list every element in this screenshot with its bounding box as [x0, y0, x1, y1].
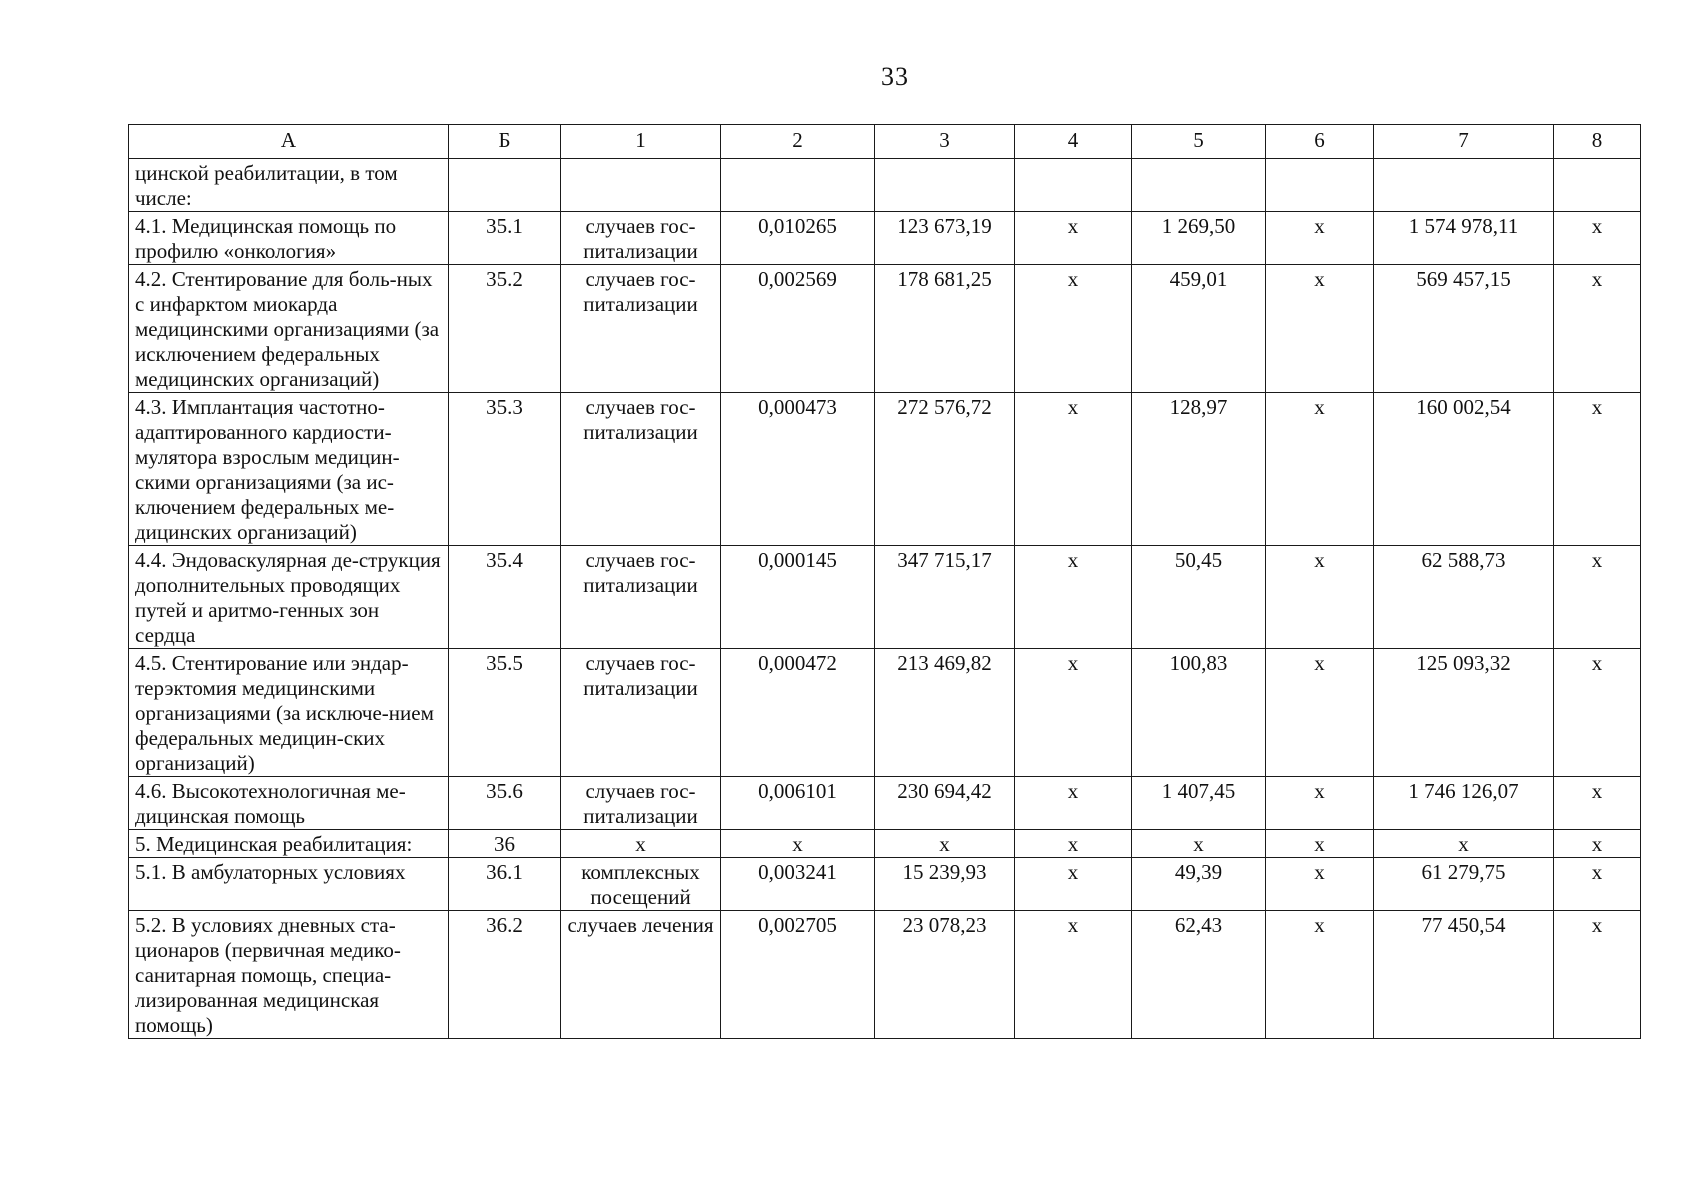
- value-cell: 50,45: [1132, 546, 1266, 649]
- header-cell: 7: [1374, 125, 1554, 159]
- table-row: [129, 159, 1641, 212]
- row-label: 4.6. Высокотехнологичная ме-дицинская помощь: [129, 777, 449, 830]
- header-cell: 2: [721, 125, 875, 159]
- row-label: 5.1. В амбулаторных условиях: [129, 858, 449, 911]
- header-cell: 8: [1554, 125, 1641, 159]
- table-row: [129, 858, 1641, 911]
- table-row: [129, 777, 1641, 830]
- value-cell: x: [1266, 265, 1374, 393]
- row-code: 36: [449, 830, 561, 858]
- row-label: 4.5. Стентирование или эндар-терэктомия медицинскими организациями (за исключе-нием федеральных медицин-ских организаций): [129, 649, 449, 777]
- value-cell: 272 576,72: [875, 393, 1015, 546]
- unit-cell: случаев гос-питализации: [561, 777, 721, 830]
- table-row: [129, 212, 1641, 265]
- value-cell: x: [1554, 777, 1641, 830]
- value-cell: [1132, 159, 1266, 212]
- row-label: 4.4. Эндоваскулярная де-струкция дополнительных проводящих путей и аритмо-генных зон сердца: [129, 546, 449, 649]
- value-cell: 0,000473: [721, 393, 875, 546]
- header-cell: 6: [1266, 125, 1374, 159]
- unit-cell: случаев лечения: [561, 911, 721, 1039]
- value-cell: [1374, 159, 1554, 212]
- row-code: 36.1: [449, 858, 561, 911]
- row-code: 36.2: [449, 911, 561, 1039]
- value-cell: x: [1015, 393, 1132, 546]
- value-cell: [1015, 159, 1132, 212]
- value-cell: [875, 159, 1015, 212]
- value-cell: x: [1015, 777, 1132, 830]
- value-cell: x: [1266, 649, 1374, 777]
- value-cell: 1 574 978,11: [1374, 212, 1554, 265]
- value-cell: 23 078,23: [875, 911, 1015, 1039]
- table-row: [129, 546, 1641, 649]
- value-cell: x: [1015, 649, 1132, 777]
- value-cell: 125 093,32: [1374, 649, 1554, 777]
- value-cell: 49,39: [1132, 858, 1266, 911]
- value-cell: x: [1266, 830, 1374, 858]
- value-cell: x: [1554, 830, 1641, 858]
- value-cell: x: [1554, 858, 1641, 911]
- row-code: 35.3: [449, 393, 561, 546]
- unit-cell: случаев гос-питализации: [561, 265, 721, 393]
- value-cell: 0,002705: [721, 911, 875, 1039]
- value-cell: 347 715,17: [875, 546, 1015, 649]
- value-cell: 0,010265: [721, 212, 875, 265]
- row-label: цинской реабилитации, в том числе:: [129, 159, 449, 212]
- value-cell: x: [1015, 265, 1132, 393]
- value-cell: 0,002569: [721, 265, 875, 393]
- value-cell: x: [1132, 830, 1266, 858]
- value-cell: x: [1554, 212, 1641, 265]
- value-cell: 100,83: [1132, 649, 1266, 777]
- table-row: [129, 265, 1641, 393]
- value-cell: 77 450,54: [1374, 911, 1554, 1039]
- value-cell: x: [875, 830, 1015, 858]
- row-label: 4.2. Стентирование для боль-ных с инфарктом миокарда медицинскими организациями (за исключением федеральных медицинских организаций): [129, 265, 449, 393]
- value-cell: 61 279,75: [1374, 858, 1554, 911]
- header-cell: 5: [1132, 125, 1266, 159]
- row-code: 35.4: [449, 546, 561, 649]
- value-cell: x: [1554, 265, 1641, 393]
- value-cell: 160 002,54: [1374, 393, 1554, 546]
- value-cell: 128,97: [1132, 393, 1266, 546]
- page-number: 33: [881, 62, 909, 91]
- value-cell: 0,006101: [721, 777, 875, 830]
- value-cell: x: [1554, 649, 1641, 777]
- value-cell: [721, 159, 875, 212]
- value-cell: 62 588,73: [1374, 546, 1554, 649]
- table-row: [129, 911, 1641, 1039]
- unit-cell: [561, 159, 721, 212]
- value-cell: 213 469,82: [875, 649, 1015, 777]
- value-cell: 0,000472: [721, 649, 875, 777]
- row-label: 4.3. Имплантация частотно-адаптированного кардиости-мулятора взрослым медицин-скими организациями (за ис-ключением федеральных ме-дицинских организаций): [129, 393, 449, 546]
- value-cell: 459,01: [1132, 265, 1266, 393]
- unit-cell: x: [561, 830, 721, 858]
- value-cell: 62,43: [1132, 911, 1266, 1039]
- row-label: 5.2. В условиях дневных ста-ционаров (первичная медико-санитарная помощь, специа-лизированная медицинская помощь): [129, 911, 449, 1039]
- value-cell: x: [1266, 911, 1374, 1039]
- value-cell: 569 457,15: [1374, 265, 1554, 393]
- value-cell: [1554, 159, 1641, 212]
- row-code: 35.1: [449, 212, 561, 265]
- row-label: 4.1. Медицинская помощь по профилю «онкология»: [129, 212, 449, 265]
- unit-cell: комплексных посещений: [561, 858, 721, 911]
- value-cell: 1 746 126,07: [1374, 777, 1554, 830]
- value-cell: x: [1374, 830, 1554, 858]
- row-label: 5. Медицинская реабилитация:: [129, 830, 449, 858]
- row-code: [449, 159, 561, 212]
- table-row: [129, 649, 1641, 777]
- row-code: 35.2: [449, 265, 561, 393]
- value-cell: 1 407,45: [1132, 777, 1266, 830]
- value-cell: 15 239,93: [875, 858, 1015, 911]
- unit-cell: случаев гос-питализации: [561, 649, 721, 777]
- value-cell: 0,000145: [721, 546, 875, 649]
- value-cell: [1266, 159, 1374, 212]
- value-cell: 230 694,42: [875, 777, 1015, 830]
- value-cell: x: [1015, 858, 1132, 911]
- value-cell: 178 681,25: [875, 265, 1015, 393]
- value-cell: x: [1015, 546, 1132, 649]
- value-cell: x: [1554, 546, 1641, 649]
- value-cell: x: [1015, 911, 1132, 1039]
- unit-cell: случаев гос-питализации: [561, 393, 721, 546]
- value-cell: 1 269,50: [1132, 212, 1266, 265]
- table-row: [129, 393, 1641, 546]
- header-row: [129, 125, 1641, 159]
- value-cell: x: [1015, 212, 1132, 265]
- value-cell: x: [1266, 858, 1374, 911]
- header-cell: 4: [1015, 125, 1132, 159]
- header-cell: 3: [875, 125, 1015, 159]
- row-code: 35.5: [449, 649, 561, 777]
- header-cell: А: [129, 125, 449, 159]
- value-cell: x: [1266, 212, 1374, 265]
- value-cell: x: [1266, 546, 1374, 649]
- header-cell: Б: [449, 125, 561, 159]
- unit-cell: случаев гос-питализации: [561, 212, 721, 265]
- row-code: 35.6: [449, 777, 561, 830]
- value-cell: x: [1554, 911, 1641, 1039]
- value-cell: 0,003241: [721, 858, 875, 911]
- value-cell: x: [1266, 777, 1374, 830]
- value-cell: x: [1015, 830, 1132, 858]
- table-row: [129, 830, 1641, 858]
- value-cell: x: [1266, 393, 1374, 546]
- value-cell: x: [721, 830, 875, 858]
- unit-cell: случаев гос-питализации: [561, 546, 721, 649]
- header-cell: 1: [561, 125, 721, 159]
- data-table: [128, 124, 1641, 1039]
- value-cell: 123 673,19: [875, 212, 1015, 265]
- value-cell: x: [1554, 393, 1641, 546]
